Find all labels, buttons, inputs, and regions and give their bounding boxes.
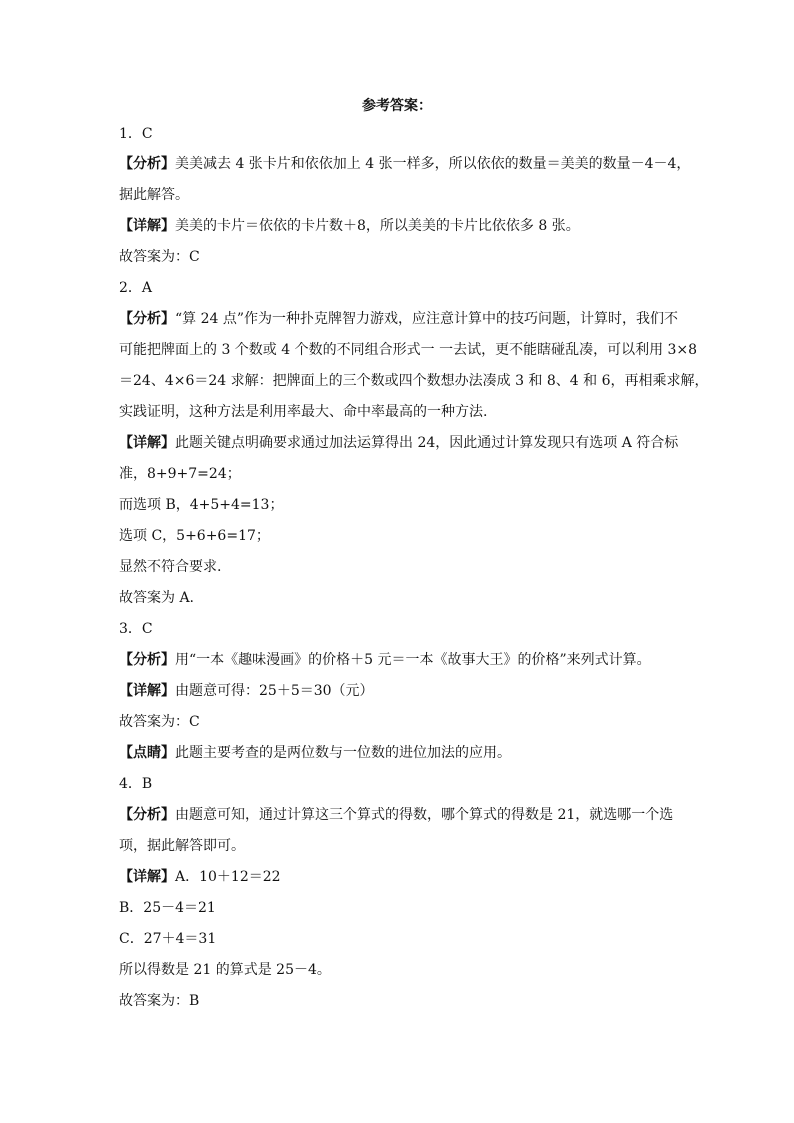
question-2-detail-line-4: 选项 C，5+6+6=17； bbox=[119, 528, 270, 544]
analysis-text: 由题意可知，通过计算这三个算式的得数，哪个算式的得数是 21，就选哪一个选 bbox=[175, 807, 674, 823]
question-3-comment-line-1 bbox=[119, 743, 689, 763]
question-4-analysis-line-1 bbox=[119, 805, 689, 825]
question-2-detail-line-3: 而选项 B，4+5+4=13； bbox=[119, 497, 284, 513]
question-3-detail-line-1 bbox=[119, 681, 689, 701]
question-4-detail-line-3: C．27＋4＝31 bbox=[119, 931, 217, 947]
analysis-text: 美美减去 4 张卡片和依依加上 4 张一样多，所以依依的数量＝美美的数量－4－4， bbox=[175, 156, 691, 172]
detail-text: 美美的卡片＝依依的卡片数＋8，所以美美的卡片比依依多 8 张。 bbox=[175, 218, 580, 234]
question-4-number: 4．B bbox=[119, 776, 153, 792]
detail-tag: 【详解】 bbox=[119, 218, 175, 234]
question-2-analysis-line-3: ＝24、4×6＝24 求解：把牌面上的三个数或四个数想办法凑成 3 和 8、4 和 6，再相乘求解， bbox=[119, 373, 709, 389]
question-2-number: 2．A bbox=[119, 280, 153, 296]
question-1-detail-line-1 bbox=[119, 216, 689, 236]
analysis-text: 用“一本《趣味漫画》的价格＋5 元＝一本《故事大王》的价格”来列式计算。 bbox=[175, 652, 651, 668]
detail-tag: 【详解】 bbox=[119, 683, 175, 699]
analysis-tag: 【分析】 bbox=[119, 807, 175, 823]
question-4-detail-line-4: 所以得数是 21 的算式是 25－4。 bbox=[119, 962, 331, 978]
page-title: 参考答案： bbox=[362, 98, 432, 114]
comment-tag: 【点睛】 bbox=[119, 745, 175, 761]
question-4-detail-line-2: B．25－4＝21 bbox=[119, 900, 216, 916]
question-1-answer: 故答案为：C bbox=[119, 249, 200, 265]
question-2-analysis-line-2: 可能把牌面上的 3 个数或 4 个数的不同组合形式一 一去试，更不能瞎碰乱凑，可以利用 3×8 bbox=[119, 342, 698, 358]
question-2-detail-line-5: 显然不符合要求. bbox=[119, 559, 222, 575]
detail-text: A．10＋12＝22 bbox=[175, 869, 281, 885]
question-3-answer: 故答案为：C bbox=[119, 714, 200, 730]
question-4-analysis-line-2: 项，据此解答即可。 bbox=[119, 838, 245, 854]
question-4-detail-line-1 bbox=[119, 867, 689, 887]
detail-text: 此题关键点明确要求通过加法运算得出 24，因此通过计算发现只有选项 A 符合标 bbox=[175, 435, 679, 451]
question-1-analysis-line-2: 据此解答。 bbox=[119, 187, 189, 203]
comment-text: 此题主要考查的是两位数与一位数的进位加法的应用。 bbox=[175, 745, 511, 761]
detail-text: 由题意可得：25＋5＝30（元） bbox=[175, 683, 374, 699]
question-1-number: 1．C bbox=[119, 126, 153, 142]
question-1-analysis-line-1 bbox=[119, 154, 689, 174]
question-2-answer: 故答案为 A. bbox=[119, 590, 195, 606]
question-2-detail-line-1 bbox=[119, 433, 689, 453]
analysis-tag: 【分析】 bbox=[119, 652, 175, 668]
question-2-detail-line-2: 准，8+9+7=24； bbox=[119, 466, 241, 482]
question-3-number: 3．C bbox=[119, 621, 153, 637]
analysis-tag: 【分析】 bbox=[119, 311, 175, 327]
question-2-analysis-line-1 bbox=[119, 309, 689, 329]
analysis-text: “算 24 点”作为一种扑克牌智力游戏，应注意计算中的技巧问题，计算时，我们不 bbox=[175, 311, 679, 327]
question-3-analysis-line-1 bbox=[119, 650, 689, 670]
detail-tag: 【详解】 bbox=[119, 435, 175, 451]
analysis-tag: 【分析】 bbox=[119, 156, 175, 172]
question-2-analysis-line-4: 实践证明，这种方法是利用率最大、命中率最高的一种方法. bbox=[119, 404, 488, 420]
detail-tag: 【详解】 bbox=[119, 869, 175, 885]
question-4-answer: 故答案为：B bbox=[119, 993, 200, 1009]
